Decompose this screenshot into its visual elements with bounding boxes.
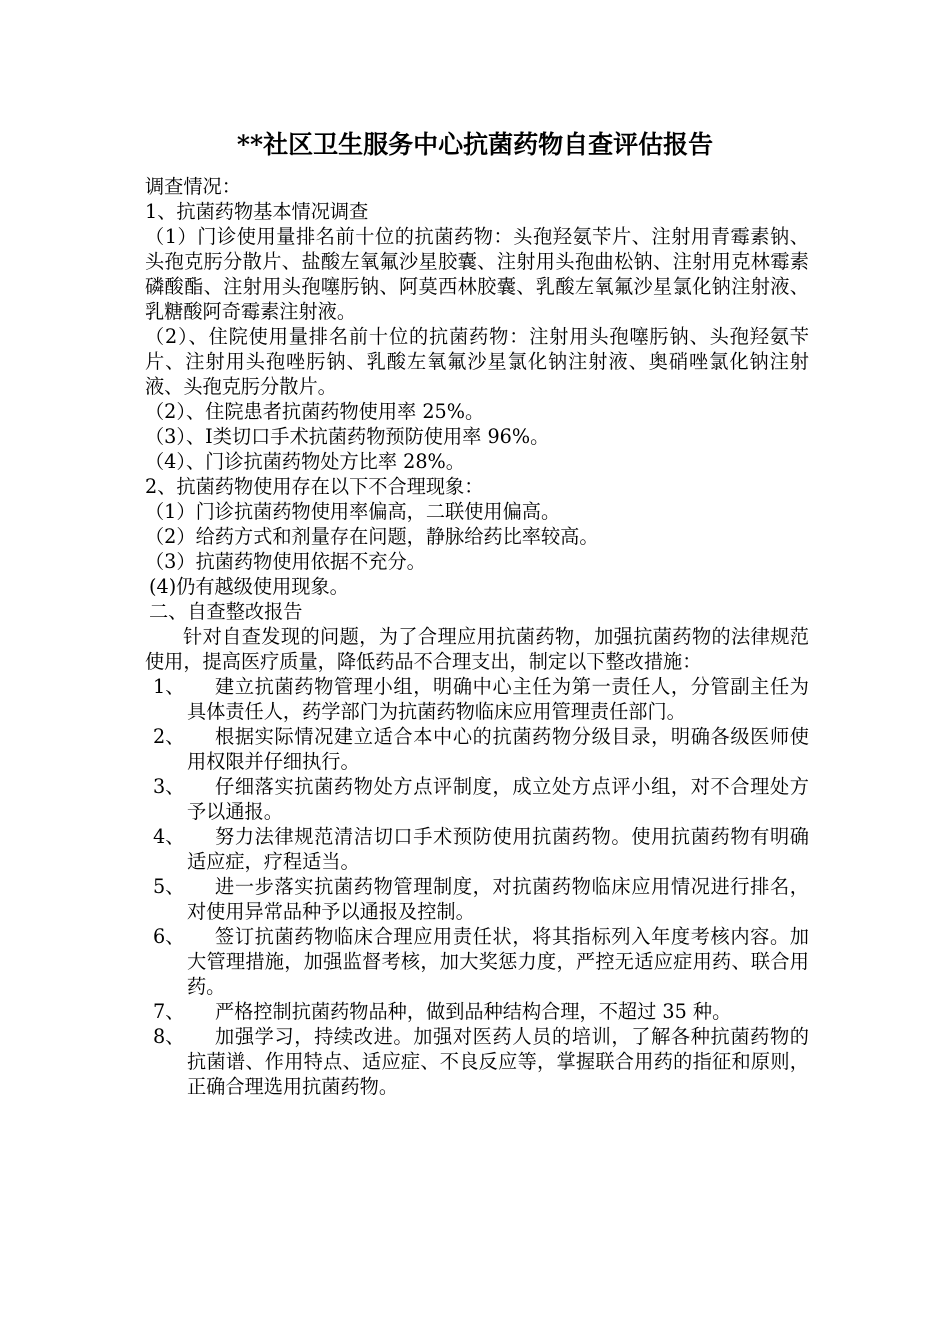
outpatient-prescription-rate: （4）、门诊抗菌药物处方比率 28%。	[145, 450, 465, 473]
measure-number: 1、	[153, 675, 185, 698]
document-title: **社区卫生服务中心抗菌药物自查评估报告	[236, 130, 714, 159]
section-1-heading: 1、抗菌药物基本情况调查	[145, 200, 369, 223]
measure-item	[145, 674, 809, 724]
measure-number: 2、	[153, 725, 185, 748]
measure-item	[145, 1024, 809, 1099]
measure-number: 8、	[153, 1025, 185, 1048]
measure-number: 3、	[153, 775, 185, 798]
document-body	[145, 174, 809, 1099]
inpatient-top10: （2）、住院使用量排名前十位的抗菌药物：注射用头孢噻肟钠、头孢羟氨苄片、注射用头孢唑肟钠、乳酸左氧氟沙星氯化钠注射液、奥硝唑氯化钠注射液、头孢克肟分散片。	[145, 325, 809, 398]
measure-number: 7、	[153, 1000, 185, 1023]
inpatient-usage-rate: （2）、住院患者抗菌药物使用率 25%。	[145, 400, 485, 423]
measure-text: 签订抗菌药物临床合理应用责任状，将其指标列入年度考核内容。加大管理措施，加强监督考核，加大奖惩力度，严控无适应症用药、联合用药。	[187, 925, 809, 998]
intro-paragraph: 针对自查发现的问题，为了合理应用抗菌药物，加强抗菌药物的法律规范使用，提高医疗质量，降低药品不合理支出，制定以下整改措施：	[145, 625, 809, 673]
issue-3: （3）抗菌药物使用依据不充分。	[145, 550, 426, 573]
measure-text: 努力法律规范清洁切口手术预防使用抗菌药物。使用抗菌药物有明确适应症，疗程适当。	[187, 825, 809, 873]
measure-item	[145, 874, 809, 924]
measure-text: 进一步落实抗菌药物管理制度，对抗菌药物临床应用情况进行排名，对使用异常品种予以通报及控制。	[187, 875, 809, 923]
measure-number: 6、	[153, 925, 185, 948]
measure-item	[145, 999, 809, 1024]
issue-1: （1）门诊抗菌药物使用率偏高，二联使用偏高。	[145, 500, 561, 523]
measure-item	[145, 724, 809, 774]
measure-number: 5、	[153, 875, 185, 898]
outpatient-top10: （1）门诊使用量排名前十位的抗菌药物：头孢羟氨苄片、注射用青霉素钠、头孢克肟分散片、盐酸左氧氟沙星胶囊、注射用头孢曲松钠、注射用克林霉素磷酸酯、注射用头孢噻肟钠、阿莫西林胶囊、乳酸左氧氟沙星氯化钠注射液、乳糖酸阿奇霉素注射液。	[145, 225, 809, 323]
measure-text: 根据实际情况建立适合本中心的抗菌药物分级目录，明确各级医师使用权限并仔细执行。	[187, 725, 809, 773]
issue-4: (4)仍有越级使用现象。	[149, 575, 349, 598]
class1-incision-rate: （3）、Ⅰ类切口手术抗菌药物预防使用率 96%。	[145, 425, 550, 448]
measure-text: 建立抗菌药物管理小组，明确中心主任为第一责任人，分管副主任为具体责任人，药学部门为抗菌药物临床应用管理责任部门。	[187, 675, 809, 723]
issue-2: （2）给药方式和剂量存在问题，静脉给药比率较高。	[145, 525, 599, 548]
measures-list	[145, 674, 809, 1099]
survey-heading: 调查情况：	[145, 175, 241, 198]
part-2-heading: 二、自查整改报告	[149, 600, 303, 623]
measure-text: 严格控制抗菌药物品种，做到品种结构合理，不超过 35 种。	[215, 1000, 732, 1023]
section-2-heading: 2、抗菌药物使用存在以下不合理现象：	[145, 475, 484, 498]
measure-item	[145, 824, 809, 874]
measure-item	[145, 924, 809, 999]
measure-text: 仔细落实抗菌药物处方点评制度，成立处方点评小组，对不合理处方予以通报。	[187, 775, 809, 823]
measure-text: 加强学习，持续改进。加强对医药人员的培训，了解各种抗菌药物的抗菌谱、作用特点、适应症、不良反应等，掌握联合用药的指征和原则，正确合理选用抗菌药物。	[187, 1025, 809, 1098]
measure-number: 4、	[153, 825, 185, 848]
measure-item	[145, 774, 809, 824]
